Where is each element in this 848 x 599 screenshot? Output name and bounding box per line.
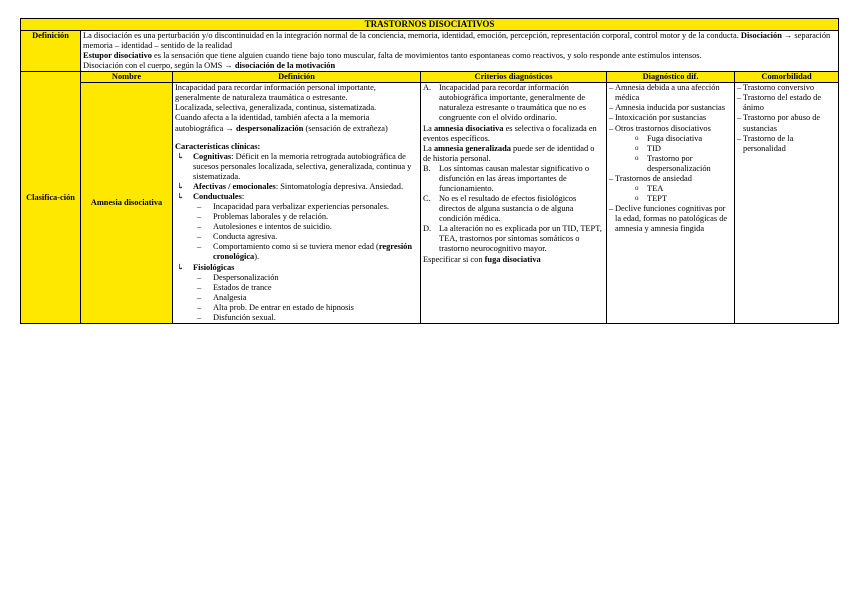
list-item: o TEA: [635, 183, 664, 193]
comorbilidad-list: [737, 83, 836, 154]
definition-text: La disociación es una perturbación y/o discontinuidad en la integración normal de la conciencia, memoria, identidad, emoción, percepción, representación corporal, control motor y de la conducta. Disociación → separación memoria – identidad – sentido de la realidad Estupor disociativo es la sensación que tiene alguien cuando tiene bajo tono muscular, falta de movimientos tanto espontaneas como reactivos, y solo responde ante estímulos intensos. Disociación con el cuerpo, según la OMS → disociación de la motivación: [81, 30, 839, 71]
list-item: – Trastorno de la personalidad: [737, 133, 794, 153]
list-item: – Otros trastornos disociativos o Fuga disociativa o TID o Trastorno por despersonalización: [609, 124, 732, 174]
disorders-table: [20, 18, 839, 324]
list-item: o TEPT: [635, 194, 668, 204]
arrow-bullet-icon: ↳: [177, 151, 185, 161]
list-item: – Estados de trance: [197, 282, 272, 292]
list-item: C. No es el resultado de efectos fisiológicos directos de alguna sustancia o de alguna condición médica.: [423, 194, 577, 224]
list-item: o Trastorno por despersonalización: [635, 153, 711, 173]
list-item: – Amnesia inducida por sustancias: [609, 103, 726, 113]
definition-label: Definición: [21, 30, 81, 71]
criterios-list-2: [423, 164, 604, 255]
caracteristicas-list: [175, 152, 418, 323]
list-item: ↳ Conductuales: – Incapacidad para verbalizar experiencias personales. – Problemas laborales y de relación. – Autolesiones e intentos de suicidio. – Conducta agresiva. – Comportamiento como si se tuviera menor edad (regresión cronológica).: [175, 192, 418, 263]
comorbilidad-cell: [735, 83, 839, 324]
header-nombre: Nombre: [81, 72, 173, 83]
list-item: – Trastorno conversivo: [737, 83, 815, 93]
list-item: – Amnesia debida a una afección médica: [609, 83, 720, 103]
list-item: ↳ Fisiológicas – Despersonalización – Estados de trance – Analgesia – Alta prob. De entrar en estado de hipnosis – Disfunción sexual.: [175, 263, 418, 323]
list-item: – Trastorno del estado de ánimo: [737, 93, 822, 113]
list-item: o Fuga disociativa: [635, 133, 703, 143]
estupor-term: Estupor disociativo: [83, 50, 152, 60]
list-item: – Analgesia: [197, 292, 247, 302]
list-item: – Trastornos de ansiedad o TEA o TEPT: [609, 174, 732, 204]
list-item: – Alta prob. De entrar en estado de hipnosis: [197, 302, 354, 312]
header-definicion: Definición: [173, 72, 421, 83]
list-item: ↳ Afectivas / emocionales: Sintomatología depresiva. Ansiedad.: [177, 181, 404, 191]
header-row: [21, 72, 839, 83]
list-item: – Trastorno por abuso de sustancias: [737, 113, 821, 133]
clasificacion-label: Clasifica-ción: [21, 72, 81, 324]
criterios-cell: A. Incapacidad para recordar información autobiográfica importante, generalmente de naturaleza estresante o traumática que no es congruente con el olvido ordinario. La amnesia disociativa es selectiva o focalizada en eventos específicos. La amnesia generalizada puede ser de identidad o de historia personal. B. Los síntomas causan malestar significativo o disfunción en las áreas importantes de funcionamiento. C. No es el resultado de efectos fisiológicos directos de alguna sustancia o de alguna condición médica. D. La alteración no es explicada por un TID, TEPT, TEA, trastornos por síntomas somáticos o trastorno neurocognitivo mayor. Especificar si con fuga disociativa: [421, 83, 607, 324]
list-item: D. La alteración no es explicada por un TID, TEPT, TEA, trastornos por síntomas somáticos o trastorno neurocognitivo mayor.: [423, 224, 602, 254]
diagnostico-cell: [607, 83, 735, 324]
conductuales-list: [193, 202, 418, 262]
list-item: – Autolesiones e intentos de suicidio.: [197, 222, 332, 232]
arrow-bullet-icon: ↳: [177, 181, 185, 191]
table-title: TRASTORNOS DISOCIATIVOS: [21, 19, 839, 31]
criterios-list: [423, 83, 604, 123]
header-criterios: Criterios diagnósticos: [421, 72, 607, 83]
nombre-cell: Amnesia disociativa: [81, 83, 173, 324]
header-diagnostico: Diagnóstico dif.: [607, 72, 735, 83]
list-item: ↳ Cognitivas: Déficit en la memoria retrograda autobiográfica de sucesos personales localizada, selectiva, generalizada, continua y sistematizada.: [177, 151, 412, 181]
caracteristicas-heading: Características clínicas:: [175, 141, 261, 151]
diagnostico-list: [609, 83, 732, 234]
arrow-bullet-icon: ↳: [177, 262, 185, 272]
header-comorbilidad: Comorbilidad: [735, 72, 839, 83]
list-item: – Conducta agresiva.: [197, 232, 278, 242]
list-item: – Problemas laborales y de relación.: [197, 212, 329, 222]
definicion-cell: Incapacidad para recordar información personal importante, generalmente de naturaleza traumática o estresante. Localizada, selectiva, generalizada, continua, sistematizada. Cuando afecta a la identidad, también afecta a la memoria autobiográfica → despersonalización (sensación de extrañeza) Características clínicas: ↳ Cognitivas: Déficit en la memoria retrograda autobiográfica de sucesos personales localizada, selectiva, generalizada, continua y sistematizada. ↳ Afectivas / emocionales: Sintomatología depresiva. Ansiedad. ↳ Conductuales: – Incapacidad para verbalizar experiencias personales. – Problemas laborales y de relación. – Autolesiones e intentos de suicidio. – Conducta agresiva. – Comportamiento como si se tuviera menor edad (regresión cronológica). ↳ Fisiológicas – Despersonalización – Estados de trance – Analgesia – Alta prob. De entrar en estado de hipnosis – Disfunción sexual.: [173, 83, 421, 324]
fisiologicas-list: [193, 273, 418, 323]
list-item: – Disfunción sexual.: [197, 312, 276, 322]
list-item: o TID: [635, 143, 661, 153]
definition-row: [21, 30, 839, 71]
list-item: B. Los síntomas causan malestar significativo o disfunción en las áreas importantes de funcionamiento.: [423, 163, 590, 193]
list-item: – Incapacidad para verbalizar experiencias personales.: [197, 202, 390, 212]
title-row: [21, 19, 839, 31]
arrow-bullet-icon: ↳: [177, 191, 185, 201]
list-item: – Despersonalización: [197, 272, 279, 282]
list-item: – Comportamiento como si se tuviera menor edad (regresión cronológica).: [197, 242, 413, 262]
list-item: – Intoxicación por sustancias: [609, 113, 707, 123]
amnesia-row: [21, 83, 839, 324]
list-item: – Declive funciones cognitivas por la edad, formas no patológicas de amnesia y amnesia fingida: [609, 204, 728, 234]
list-item: A. Incapacidad para recordar información autobiográfica importante, generalmente de naturaleza estresante o traumática que no es congruente con el olvido ordinario.: [423, 83, 586, 123]
